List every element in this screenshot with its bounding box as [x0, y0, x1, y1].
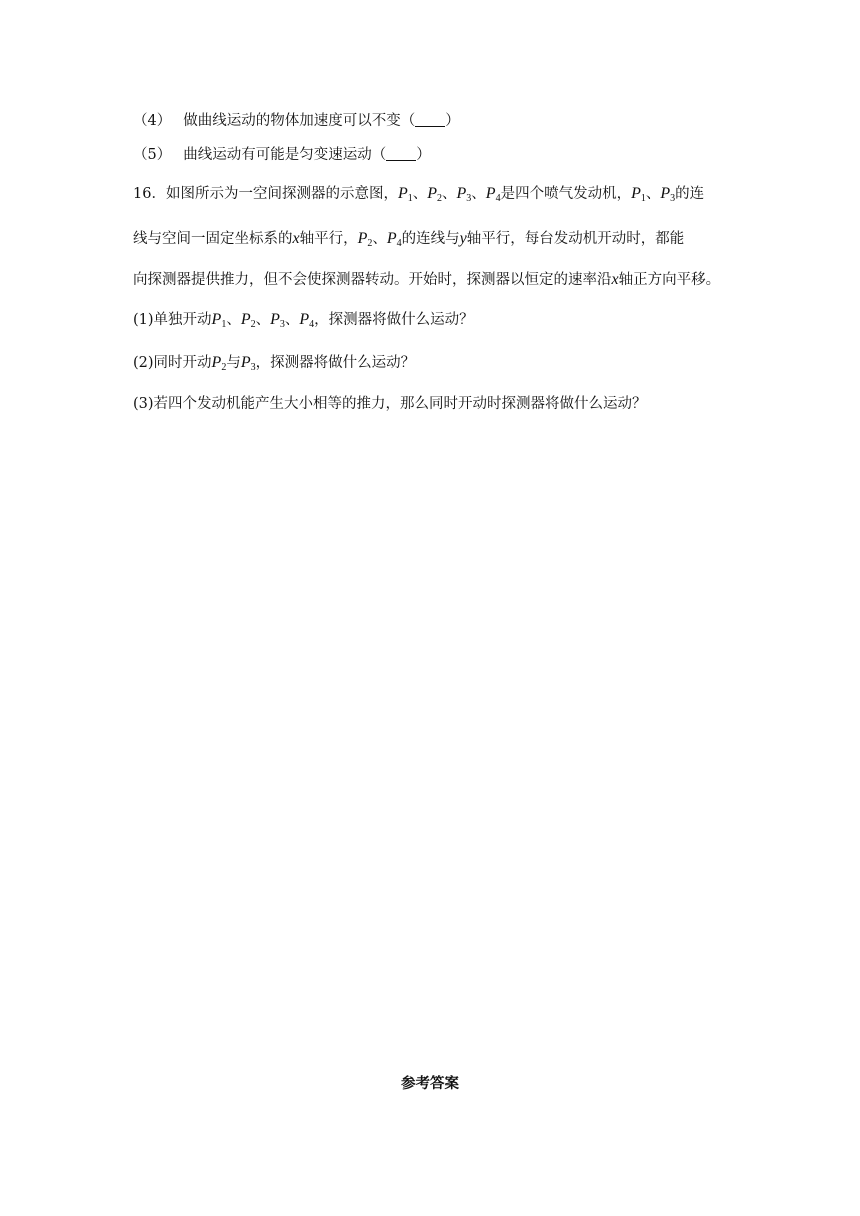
- symbol-x: x: [611, 271, 619, 288]
- symbol-p4: $P_4$: [386, 230, 402, 249]
- symbol-x: x: [292, 230, 300, 247]
- answer-blank[interactable]: [386, 146, 416, 161]
- answers-heading: 参考答案: [401, 1075, 459, 1092]
- item-number: （4）: [133, 113, 172, 129]
- sub-question-3: (3)若四个发动机能产生大小相等的推力，那么同时开动时探测器将做什么运动？: [133, 396, 647, 412]
- question-16-line-2: 线与空间一固定坐标系的x轴平行，$P_2$、$P_4$的连线与y轴平行，每台发动机开动时，都能: [133, 230, 685, 249]
- answer-blank[interactable]: [415, 112, 445, 127]
- sub-question-2: (2)同时开动$P_2$与$P_3$，探测器将做什么运动？: [133, 354, 416, 373]
- symbol-p3: $P_3$: [456, 185, 472, 204]
- symbol-p3: $P_3$: [240, 354, 256, 373]
- symbol-p2: $P_2$: [427, 185, 443, 204]
- item-text: 做曲线运动的物体加速度可以不变（: [183, 113, 416, 129]
- item-text: 曲线运动有可能是匀变速运动（: [183, 147, 387, 163]
- item-5: （5） 曲线运动有可能是匀变速运动（ ）: [133, 147, 431, 163]
- symbol-p2: $P_2$: [357, 230, 373, 249]
- symbol-p1: $P_1$: [211, 311, 227, 330]
- symbol-y: y: [459, 230, 467, 247]
- symbol-p3: $P_3$: [660, 185, 676, 204]
- item-number: （5）: [133, 147, 172, 163]
- symbol-p2: $P_2$: [211, 354, 227, 373]
- symbol-p4: $P_4$: [299, 311, 315, 330]
- symbol-p4: $P_4$: [485, 185, 501, 204]
- question-16-line-1: 16．如图所示为一空间探测器的示意图，$P_1$、$P_2$、$P_3$、$P_4$是四个喷气发动机，$P_1$、$P_3$的连: [133, 185, 705, 204]
- item-4: （4） 做曲线运动的物体加速度可以不变（ ）: [133, 113, 460, 129]
- question-number: 16．: [133, 186, 166, 202]
- symbol-p1: $P_1$: [631, 185, 646, 204]
- symbol-p2: $P_2$: [240, 311, 256, 330]
- sub-question-1: (1)单独开动$P_1$、$P_2$、$P_3$、$P_4$，探测器将做什么运动？: [133, 311, 474, 330]
- question-16-line-3: 向探测器提供推力，但不会使探测器转动。开始时，探测器以恒定的速率沿x轴正方向平移。: [133, 271, 721, 288]
- symbol-p1: $P_1$: [397, 185, 413, 204]
- symbol-p3: $P_3$: [270, 311, 285, 330]
